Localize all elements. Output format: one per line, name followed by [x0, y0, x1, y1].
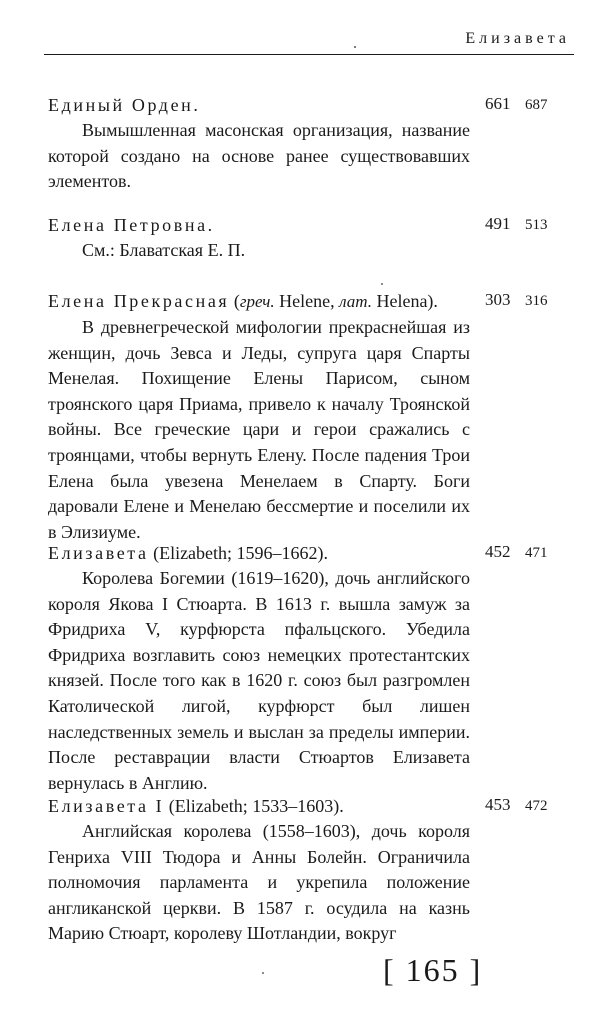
header-rule [44, 54, 574, 55]
entry-heading [48, 288, 468, 315]
entry-elizaveta [48, 540, 568, 796]
entry-heading [48, 212, 468, 238]
page-refs [485, 795, 585, 815]
entry-name: Елена Прекрасная [48, 291, 230, 311]
entry-elizaveta-i [48, 793, 568, 947]
speck [381, 283, 383, 285]
speck [262, 972, 264, 974]
page-refs [485, 290, 585, 310]
ref-secondary: 472 [525, 798, 548, 814]
ref-secondary: 513 [525, 217, 548, 233]
entry-heading [48, 793, 468, 819]
entry-body: Английская королева (1558–1603), дочь короля Генриха VIII Тюдора и Анны Болейн. Ограничила полномочия парламента и укрепила положение англиканской церкви. В 1587 г. осудила на казнь Марию Стюарт, королеву Шотландии, вокруг [48, 821, 470, 944]
ref-secondary: 687 [525, 97, 548, 113]
entry-name: Елена Петровна. [48, 215, 215, 235]
ref-primary: 491 [485, 214, 511, 233]
ref-primary: 303 [485, 290, 511, 309]
page-refs [485, 542, 585, 562]
entry-qualifier: (Elizabeth; 1533–1603). [168, 796, 344, 816]
running-head-title: Елизавета [465, 30, 570, 47]
ref-primary: 453 [485, 795, 511, 814]
entry-body: В древнегреческой мифологии прекраснейшая из женщин, дочь Зевса и Леды, супруга царя Спарты Менелая. Похищение Елены Парисом, сыном троянского царя Приама, привело к началу Троянской войны. Все греческие цари и герои сражались с троянцами, чтобы вернуть Елену. После падения Трои Елена была увезена Менелаем в Спарту. Боги даровали Елене и Менелаю бессмертие и поселили их в Элизиуме. [48, 317, 470, 542]
latin-label: лат. [339, 292, 372, 311]
greek-word: Helene, [279, 291, 335, 311]
entry-heading [48, 92, 468, 118]
entry-name: Елизавета I [48, 796, 165, 816]
entry-qualifier: (Elizabeth; 1596–1662). [153, 543, 329, 563]
entry-body: Королева Богемии (1619–1620), дочь английского короля Якова I Стюарта. В 1613 г. вышла замуж за Фридриха V, курфюрста пфальцского. Убедила Фридриха возглавить союз немецких протестантских князей. После того как в 1620 г. союз был разгромлен Католической лигой, курфюрст был лишен наследственных земель и выслан за пределы империи. После реставрации власти Стюартов Елизавета вернулась в Англию. [48, 568, 470, 793]
running-head [44, 0, 574, 58]
ref-secondary: 471 [525, 545, 548, 561]
entry-name: Елизавета [48, 543, 149, 563]
entry-elena-prekrasnaya [48, 288, 568, 545]
page-refs [485, 214, 585, 234]
greek-label: греч. [239, 292, 275, 311]
entry-name: Единый Орден. [48, 95, 201, 115]
qualifier-open: ( [233, 291, 240, 311]
page-refs [485, 94, 585, 114]
ref-primary: 452 [485, 542, 511, 561]
speck [354, 46, 356, 48]
entry-heading [48, 540, 468, 566]
entry-body: Вымышленная масонская организация, название которой создано на основе ранее существовавших элементов. [48, 120, 470, 192]
page-number: [ 165 ] [383, 952, 483, 988]
ref-secondary: 316 [525, 293, 548, 309]
latin-word: Helena). [376, 291, 438, 311]
cross-reference: См.: Блаватская Е. П. [82, 240, 246, 260]
ref-primary: 661 [485, 94, 511, 113]
